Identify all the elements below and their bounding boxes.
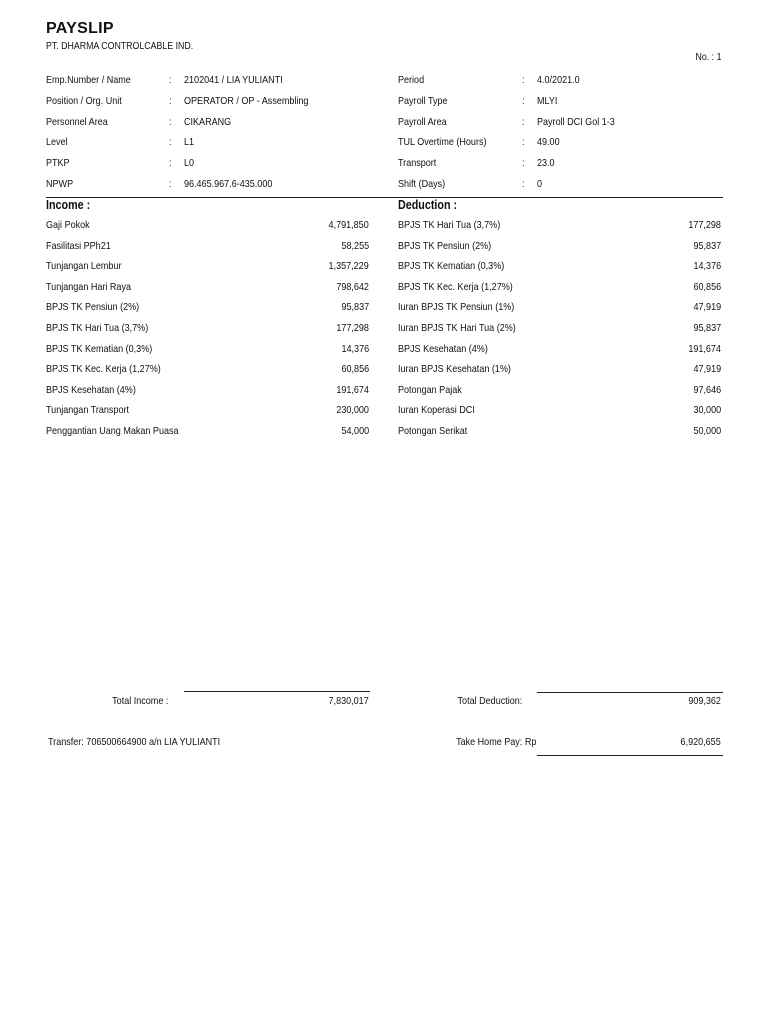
income-item-amount: 54,000 [341,425,369,437]
deduction-item-label: Potongan Pajak [398,383,462,396]
info-label: Emp.Number / Name [46,74,131,86]
info-label: Payroll Area [398,115,447,128]
income-item-label: Tunjangan Lembur [46,260,122,273]
info-label: TUL Overtime (Hours) [398,136,487,149]
deduction-item-label: Iuran BPJS TK Hari Tua (2%) [398,322,516,334]
income-item-label: Gaji Pokok [46,219,90,231]
deduction-item-label: BPJS Kesehatan (4%) [398,342,488,355]
document-number: No. : 1 [695,52,721,63]
take-home-pay-value: 6,920,655 [680,736,721,748]
income-item-amount: 230,000 [336,404,369,417]
deduction-item-amount: 95,837 [693,239,721,252]
info-colon: : [169,136,172,149]
deduction-item-amount: 191,674 [688,342,721,355]
info-value: MLYI [537,94,558,107]
income-item-label: Tunjangan Transport [46,404,130,417]
info-label: Personnel Area [46,115,108,128]
total-income-label: Total Income : [111,695,168,707]
income-item-amount: 798,642 [336,280,369,293]
take-home-pay-rule [537,755,723,756]
info-value: L1 [184,136,195,149]
info-label: Transport [398,157,437,170]
deduction-item-label: Potongan Serikat [398,425,468,437]
deduction-item-amount: 95,837 [693,322,721,334]
company-name: PT. DHARMA CONTROLCABLE IND. [46,41,194,52]
info-label: Shift (Days) [398,178,446,190]
total-income-value: 7,830,017 [328,695,369,707]
info-divider [46,197,723,198]
income-item-amount: 191,674 [336,383,369,396]
info-value: CIKARANG [184,115,232,128]
deduction-item-label: BPJS TK Hari Tua (3,7%) [398,219,501,231]
info-value: 96.465.967.6-435.000 [184,178,273,190]
income-item-label: BPJS TK Hari Tua (3,7%) [46,322,149,334]
income-item-label: BPJS TK Kec. Kerja (1,27%) [46,363,161,376]
info-colon: : [169,157,172,170]
info-value: 49.00 [537,136,560,149]
info-value: Payroll DCI Gol 1-3 [537,115,615,128]
info-colon: : [169,74,172,86]
income-item-amount: 95,837 [341,301,369,314]
deduction-item-amount: 60,856 [693,280,721,293]
income-item-amount: 177,298 [336,322,369,334]
info-value: L0 [184,157,195,170]
info-colon: : [522,178,525,190]
deduction-item-amount: 50,000 [693,425,721,437]
info-colon: : [169,94,172,107]
deduction-item-label: BPJS TK Kec. Kerja (1,27%) [398,280,513,293]
deduction-item-amount: 177,298 [688,219,721,231]
income-item-amount: 60,856 [341,363,369,376]
total-deduction-label: Total Deduction: [457,695,522,707]
income-item-label: Penggantian Uang Makan Puasa [46,425,179,437]
transfer-info: Transfer: 706500664900 a/n LIA YULIANTI [48,736,221,748]
income-item-amount: 4,791,850 [328,219,369,231]
income-item-amount: 58,255 [341,239,369,252]
deduction-item-label: BPJS TK Pensiun (2%) [398,239,492,252]
deduction-item-label: Iuran BPJS TK Pensiun (1%) [398,301,515,314]
info-label: Period [398,74,425,86]
income-heading: Income : [46,198,91,212]
income-item-label: Fasilitasi PPh21 [46,239,111,252]
deduction-item-label: Iuran Koperasi DCI [398,404,475,417]
income-item-label: BPJS TK Kematian (0,3%) [46,342,153,355]
deduction-item-amount: 47,919 [693,363,721,376]
income-item-label: Tunjangan Hari Raya [46,280,132,293]
deduction-item-amount: 30,000 [693,404,721,417]
total-deduction-value: 909,362 [688,695,721,707]
deduction-item-amount: 14,376 [693,260,721,273]
deduction-item-amount: 97,646 [693,383,721,396]
info-value: OPERATOR / OP - Assembling [184,94,309,107]
info-value: 2102041 / LIA YULIANTI [184,74,283,86]
info-value: 0 [537,178,543,190]
info-label: NPWP [46,178,74,190]
deduction-heading: Deduction : [398,198,458,212]
page-title: PAYSLIP [46,20,114,37]
info-colon: : [169,178,172,190]
income-item-label: BPJS TK Pensiun (2%) [46,301,140,314]
info-label: Payroll Type [398,94,448,107]
info-value: 23.0 [537,157,555,170]
info-value: 4.0/2021.0 [537,74,580,86]
income-item-amount: 14,376 [341,342,369,355]
info-label: PTKP [46,157,70,170]
deduction-item-amount: 47,919 [693,301,721,314]
info-colon: : [522,115,525,128]
info-colon: : [522,136,525,149]
income-item-amount: 1,357,229 [328,260,369,273]
info-label: Level [46,136,68,149]
income-item-label: BPJS Kesehatan (4%) [46,383,136,396]
take-home-pay-label: Take Home Pay: Rp [455,736,536,748]
total-deduction-rule [537,692,723,693]
total-income-rule [184,691,370,692]
info-colon: : [522,74,525,86]
info-colon: : [169,115,172,128]
deduction-item-label: Iuran BPJS Kesehatan (1%) [398,363,511,376]
info-colon: : [522,157,525,170]
info-colon: : [522,94,525,107]
info-label: Position / Org. Unit [46,94,122,107]
deduction-item-label: BPJS TK Kematian (0,3%) [398,260,505,273]
